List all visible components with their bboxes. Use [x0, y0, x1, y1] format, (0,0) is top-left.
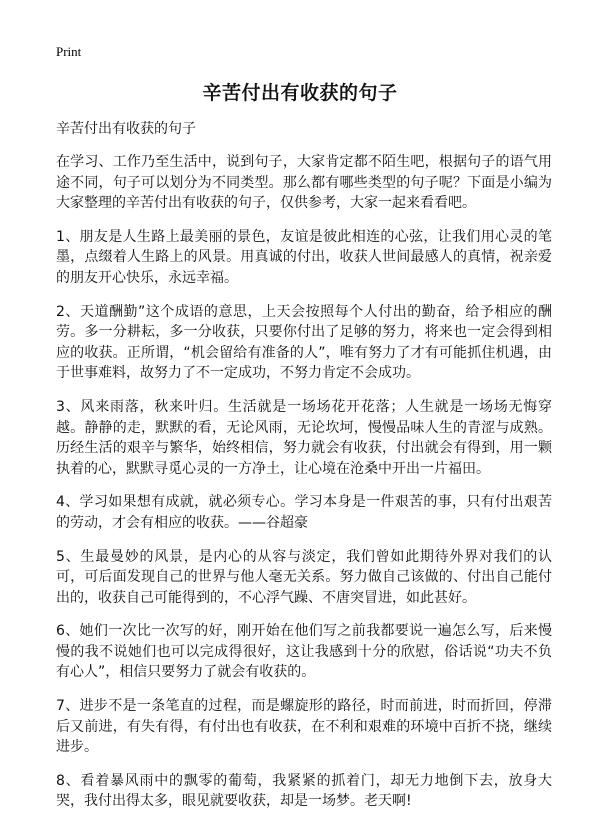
- paragraph-3: 3、风来雨落，秋来叶归。生活就是一场场花开花落；人生就是一场场无悔穿越。静静的走，默默的看，无论风雨，无论坎坷，慢慢品味人生的青涩与成熟。历经生活的艰辛与繁华，始终相信，努力就会有收获，付出就会有得到，用一颗执着的心，默默寻觅心灵的一方净土，让心境在沧桑中开出一片福田。: [56, 398, 552, 477]
- intro-paragraph: 在学习、工作乃至生活中，说到句子，大家肯定都不陌生吧，根据句子的语气用途不同，句子可以划分为不同类型。那么都有哪些类型的句子呢？下面是小编为大家整理的辛苦付出有收获的句子，仅供参考，大家一起来看看吧。: [56, 154, 552, 212]
- print-link[interactable]: Print: [56, 44, 82, 59]
- paragraph-8: 8、看着暴风雨中的飘零的葡萄，我紧紧的抓着门，却无力地倒下去，放身大哭，我付出得太多，眼见就要收获，却是一场梦。老天啊!: [56, 772, 552, 810]
- paragraph-4: 4、学习如果想有成就，就必须专心。学习本身是一件艰苦的事，只有付出艰苦的劳动，才会有相应的收获。——谷超豪: [56, 494, 552, 531]
- paragraph-5: 5、生最曼妙的风景，是内心的从容与淡定，我们曾如此期待外界对我们的认可，可后面发现自己的世界与他人毫无关系。努力做自己该做的、付出自己能付出的，收获自己可能得到的，不心浮气躁、不唐突冒进，如此甚好。: [56, 548, 552, 606]
- article-body: [56, 119, 552, 825]
- page-title: 辛苦付出有收获的句子: [202, 82, 398, 104]
- paragraph-6: 6、她们一次比一次写的好，刚开始在他们写之前我都要说一遍怎么写，后来慢慢的我不说她们也可以完成得很好，这让我感到十分的欣慰，俗话说“功夫不负有心人”，相信只要努力了就会有收获的。: [56, 623, 552, 681]
- article-subtitle: 辛苦付出有收获的句子: [56, 121, 196, 137]
- paragraph-7: 7、进步不是一条笔直的过程，而是螺旋形的路径，时而前进，时而折回，停滞后又前进，有失有得，有付出也有收获，在不利和艰难的环境中百折不挠，继续进步。: [56, 698, 552, 756]
- paragraph-2: 2、天道酬勤”这个成语的意思，上天会按照每个人付出的勤奋，给予相应的酬劳。多一分耕耘，多一分收获，只要你付出了足够的努力，将来也一定会得到相应的收获。正所谓，“机会留给有准备的人”，唯有努力了才有可能抓住机遇，由于世事难料，故努力了不一定成功，不努力肯定不会成功。: [56, 303, 552, 382]
- paragraph-1: 1、朋友是人生路上最美丽的景色，友谊是彼此相连的心弦，让我们用心灵的笔墨，点缀着人生路上的风景。用真诚的付出，收获人世间最感人的真情，祝亲爱的朋友开心快乐，永远幸福。: [56, 228, 552, 286]
